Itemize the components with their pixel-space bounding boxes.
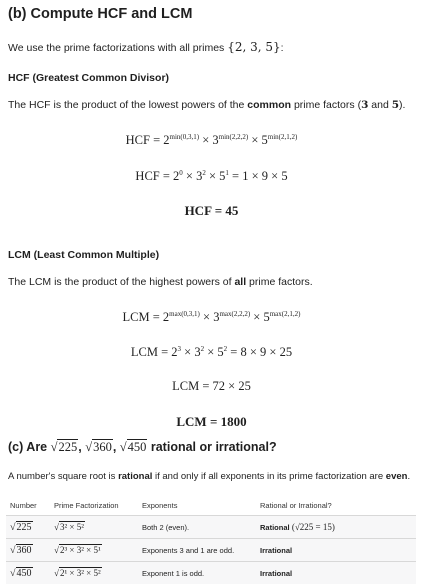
lcm-result: LCM = 1800 bbox=[0, 414, 423, 430]
hcf-eq2-exp1: 0 bbox=[179, 169, 183, 177]
hcf-eq1-exp2: min(2,2,2) bbox=[219, 133, 249, 141]
cell-number: √450 bbox=[6, 562, 50, 584]
row1-verdict-extra: (√225 = 15) bbox=[290, 522, 335, 532]
row3-exponents: Exponent 1 is odd. bbox=[138, 562, 256, 584]
row3-verdict: Irrational bbox=[260, 569, 292, 578]
section-b-title: (b) Compute HCF and LCM bbox=[8, 6, 192, 22]
intro-suffix: : bbox=[281, 42, 284, 54]
hcf-heading: HCF (Greatest Common Divisor) bbox=[8, 72, 169, 84]
hcf-eq2-exp3: 1 bbox=[225, 169, 229, 177]
row1-factorization: 3² × 5² bbox=[59, 521, 85, 532]
section-c-title bbox=[8, 440, 277, 455]
row2-exponents: Exponents 3 and 1 are odd. bbox=[138, 539, 256, 562]
cell-factorization: √3² × 5² bbox=[50, 516, 138, 539]
lcm-equation-product: LCM = 72 × 25 bbox=[0, 379, 423, 394]
table-row bbox=[6, 562, 416, 584]
hcf-equation-expanded bbox=[0, 169, 423, 184]
hcf-eq1-mul2: × 5 bbox=[248, 133, 268, 147]
section-c-suffix: rational or irrational? bbox=[147, 440, 276, 454]
cell-factorization: √2³ × 3² × 5¹ bbox=[50, 539, 138, 562]
lcm-eq1-mul1: × 3 bbox=[200, 310, 220, 324]
lcm-desc-suffix: prime factors. bbox=[246, 276, 313, 288]
row3-factorization: 2¹ × 3² × 5² bbox=[59, 567, 102, 578]
lcm-eq2-exp2: 2 bbox=[201, 345, 205, 353]
table-row bbox=[6, 539, 416, 562]
lcm-eq1-lhs: LCM = 2 bbox=[123, 310, 170, 324]
lcm-eq2-mul1: × 3 bbox=[181, 345, 201, 359]
header-number: Number bbox=[6, 496, 50, 516]
hcf-eq1-lhs: HCF = 2 bbox=[126, 133, 170, 147]
hcf-eq2-mul2: × 5 bbox=[206, 169, 226, 183]
lcm-eq2-exp1: 3 bbox=[178, 345, 182, 353]
prime-set: {2, 3, 5} bbox=[227, 40, 280, 54]
hcf-desc-num2: 5 bbox=[392, 99, 399, 111]
hcf-eq1-exp1: min(0,3,1) bbox=[170, 133, 200, 141]
hcf-eq1-mul1: × 3 bbox=[199, 133, 219, 147]
comma-2: , bbox=[113, 440, 120, 454]
lcm-heading: LCM (Least Common Multiple) bbox=[8, 249, 159, 261]
hcf-desc-num1: 3 bbox=[361, 99, 368, 111]
row2-verdict: Irrational bbox=[260, 546, 292, 555]
lcm-equation-expanded bbox=[0, 345, 423, 360]
lcm-eq1-exp2: max(2,2,2) bbox=[219, 310, 250, 318]
rational-description bbox=[8, 471, 410, 482]
lcm-eq2-lhs: LCM = 2 bbox=[131, 345, 178, 359]
lcm-desc-bold: all bbox=[234, 276, 246, 288]
cell-factorization: √2¹ × 3² × 5² bbox=[50, 562, 138, 584]
hcf-desc-middle: prime factors ( bbox=[291, 99, 361, 111]
lcm-eq1-exp1: max(0,3,1) bbox=[169, 310, 200, 318]
hcf-desc-prefix: The HCF is the product of the lowest powers of the bbox=[8, 99, 247, 111]
hcf-eq1-exp3: min(2,1,2) bbox=[268, 133, 298, 141]
lcm-eq1-mul2: × 5 bbox=[250, 310, 270, 324]
rationality-table bbox=[6, 496, 416, 584]
hcf-result: HCF = 45 bbox=[0, 203, 423, 219]
lcm-eq2-rhs: = 8 × 9 × 25 bbox=[227, 345, 292, 359]
header-exponents: Exponents bbox=[138, 496, 256, 516]
row3-number: 450 bbox=[16, 567, 33, 579]
lcm-desc-prefix: The LCM is the product of the highest powers of bbox=[8, 276, 234, 288]
cell-verdict bbox=[256, 539, 416, 562]
sqrt-225: √225 bbox=[51, 440, 79, 455]
sqrt-225-radicand: 225 bbox=[57, 439, 78, 454]
cell-verdict bbox=[256, 516, 416, 539]
lcm-eq1-exp3: max(2,1,2) bbox=[270, 310, 301, 318]
sqrt-450-radicand: 450 bbox=[127, 439, 148, 454]
rational-desc-middle: if and only if all exponents in its prime factorization are bbox=[152, 471, 385, 482]
row1-number: 225 bbox=[16, 521, 33, 533]
sqrt-360: √360 bbox=[85, 440, 113, 455]
table-row bbox=[6, 516, 416, 539]
header-verdict: Rational or Irrational? bbox=[256, 496, 416, 516]
sqrt-450: √450 bbox=[120, 440, 148, 455]
sqrt-360-radicand: 360 bbox=[92, 439, 113, 454]
table-header-row bbox=[6, 496, 416, 516]
cell-number: √360 bbox=[6, 539, 50, 562]
lcm-eq2-exp3: 2 bbox=[224, 345, 228, 353]
row1-exponents: Both 2 (even). bbox=[138, 516, 256, 539]
rational-desc-bold1: rational bbox=[118, 471, 152, 482]
row1-verdict: Rational bbox=[260, 523, 290, 532]
lcm-eq2-mul2: × 5 bbox=[204, 345, 224, 359]
row2-factorization: 2³ × 3² × 5¹ bbox=[59, 544, 102, 555]
hcf-desc-suffix: ). bbox=[399, 99, 405, 111]
intro-text bbox=[8, 40, 284, 54]
hcf-desc-and: and bbox=[368, 99, 391, 111]
rational-desc-bold2: even bbox=[386, 471, 408, 482]
row2-number: 360 bbox=[16, 544, 33, 556]
rational-desc-prefix: A number's square root is bbox=[8, 471, 118, 482]
hcf-description bbox=[8, 99, 405, 111]
header-factorization: Prime Factorization bbox=[50, 496, 138, 516]
hcf-equation-min bbox=[0, 133, 423, 148]
hcf-eq2-rhs: = 1 × 9 × 5 bbox=[229, 169, 288, 183]
rational-desc-suffix: . bbox=[407, 471, 410, 482]
lcm-description bbox=[8, 276, 313, 288]
intro-prefix: We use the prime factorizations with all primes bbox=[8, 42, 227, 54]
cell-verdict bbox=[256, 562, 416, 584]
hcf-eq2-lhs: HCF = 2 bbox=[135, 169, 179, 183]
section-c-prefix: (c) Are bbox=[8, 440, 51, 454]
hcf-eq2-exp2: 2 bbox=[202, 169, 206, 177]
cell-number: √225 bbox=[6, 516, 50, 539]
comma-1: , bbox=[78, 440, 85, 454]
lcm-equation-max bbox=[0, 310, 423, 325]
hcf-desc-bold: common bbox=[247, 99, 291, 111]
hcf-eq2-mul1: × 3 bbox=[183, 169, 203, 183]
